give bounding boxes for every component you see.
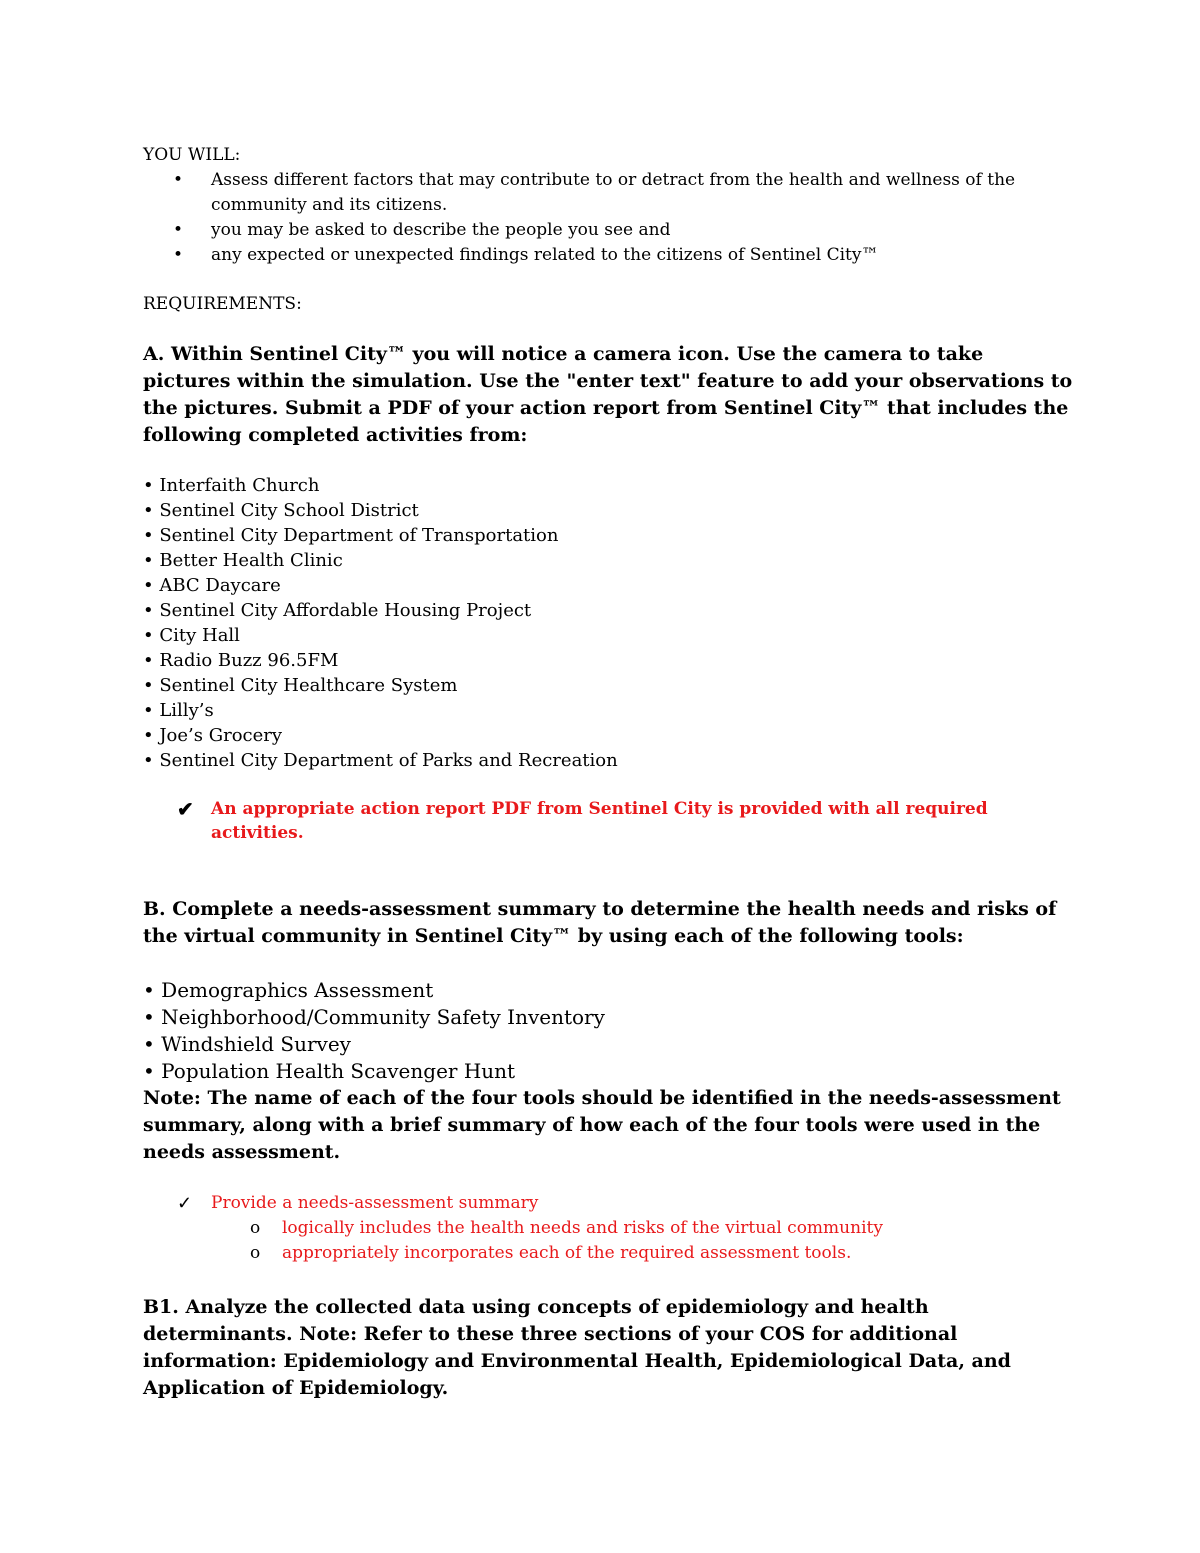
list-item: • Sentinel City School District <box>143 498 1073 523</box>
list-item: • Joe’s Grocery <box>143 723 1073 748</box>
circle-bullet-icon: o <box>250 1243 261 1263</box>
list-item: • Neighborhood/Community Safety Inventory <box>143 1004 1073 1031</box>
list-item: • Assess different factors that may contribute to or detract from the health and wellness of the community and its citizens. <box>143 168 1073 218</box>
tools-list <box>143 977 1073 1085</box>
section-b-text: B. Complete a needs-assessment summary to determine the health needs and risks of the virtual community in Sentinel City™ by using each of the following tools: <box>143 898 1057 947</box>
list-item: • Interfaith Church <box>143 473 1073 498</box>
list-item: • Sentinel City Affordable Housing Project <box>143 598 1073 623</box>
section-a-text: A. Within Sentinel City™ you will notice a camera icon. Use the camera to take pictures within the simulation. Use the "enter text" feature to add your observations to the pictures. Submit a PDF of your action report from Sentinel City™ that includes the following completed activities from: <box>143 343 1073 446</box>
list-item: • Radio Buzz 96.5FM <box>143 648 1073 673</box>
list-item: • Sentinel City Department of Transportation <box>143 523 1073 548</box>
section-b-criterion <box>143 1191 1073 1266</box>
list-item: • Sentinel City Department of Parks and Recreation <box>143 748 1073 773</box>
section-b1-text: B1. Analyze the collected data using concepts of epidemiology and health determinants. Note: Refer to these three sections of your COS for additional information: Epidemiology and Environmental Health, Epidemiological Data, and Application of Epidemiology. <box>143 1296 1011 1399</box>
section-b-note: Note: The name of each of the four tools should be identified in the needs-assessment summary, along with a brief summary of how each of the four tools were used in the needs assessment. <box>143 1087 1061 1163</box>
criterion-text: Provide a needs-assessment summary <box>211 1193 539 1213</box>
you-will-list <box>143 168 1073 268</box>
activities-list <box>143 473 1073 773</box>
list-item: • Windshield Survey <box>143 1031 1073 1058</box>
list-item: • Better Health Clinic <box>143 548 1073 573</box>
list-item: • any expected or unexpected findings related to the citizens of Sentinel City™ <box>143 243 1073 268</box>
you-will-heading: YOU WILL: <box>143 145 241 165</box>
sub-criterion-text: appropriately incorporates each of the required assessment tools. <box>282 1243 852 1263</box>
list-item: • Sentinel City Healthcare System <box>143 673 1073 698</box>
list-item: • Population Health Scavenger Hunt <box>143 1058 1073 1085</box>
circle-bullet-icon: o <box>250 1218 261 1238</box>
list-item: • you may be asked to describe the people you see and <box>143 218 1073 243</box>
checkmark-icon: ✔ <box>177 797 194 821</box>
requirements-heading: REQUIREMENTS: <box>143 294 302 314</box>
section-a-criterion <box>143 797 1073 845</box>
checkmark-icon: ✓ <box>177 1193 193 1214</box>
criterion-text: An appropriate action report PDF from Sentinel City is provided with all required activities. <box>211 799 988 843</box>
list-item: • Lilly’s <box>143 698 1073 723</box>
sub-criterion-text: logically includes the health needs and risks of the virtual community <box>282 1218 883 1238</box>
list-item: • ABC Daycare <box>143 573 1073 598</box>
list-item: • Demographics Assessment <box>143 977 1073 1004</box>
list-item: • City Hall <box>143 623 1073 648</box>
